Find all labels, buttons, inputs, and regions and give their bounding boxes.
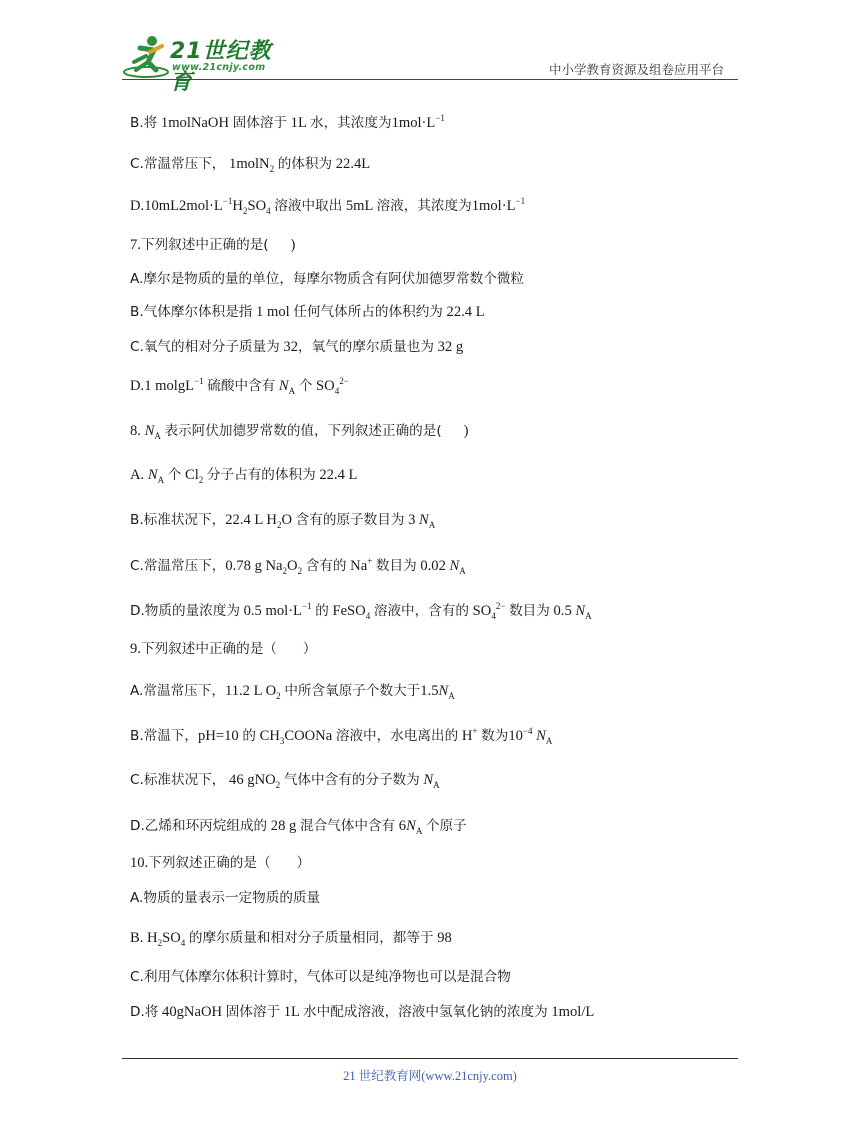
header-tagline: 中小学教育资源及组卷应用平台 xyxy=(548,62,724,77)
runner-logo-icon xyxy=(122,32,174,80)
question-7-option-b: B.气体摩尔体积是指 1 mol 任何气体所占的体积约为 22.4 L xyxy=(130,304,485,320)
question-9-option-d: D.乙烯和环丙烷组成的 28 g 混合气体中含有 $6N_A$ 个原子 xyxy=(130,818,467,836)
question-9-option-b: B.常温下，pH=10 的 $CH_3COONa$ 溶液中，水电离出的 H+ 数为$10^{-4}$ $N_A$ xyxy=(130,726,553,746)
logo xyxy=(122,32,292,95)
footer-link[interactable]: 21 世纪教育网(www.21cnjy.com) xyxy=(343,1069,517,1083)
question-7-option-c: C.氧气的相对分子质量为 32，氧气的摩尔质量也为 32 g xyxy=(130,339,464,355)
question-6-option-b: B.将 1molNaOH 固体溶于 1L 水，其浓度为$1mol\cdot L^{-1}$ xyxy=(130,113,445,131)
question-6-option-d: $D.10mL2mol\cdot L^{-1}H_2SO_4$ 溶液中取出 5mL 溶液，其浓度为$1mol\cdot L^{-1}$ xyxy=(130,196,526,216)
question-10-option-a: A.物质的量表示一定物质的质量 xyxy=(130,890,321,906)
question-10-stem: 10.下列叙述正确的是（ ） xyxy=(130,855,311,871)
page-header xyxy=(0,0,860,95)
question-7-option-d: D.1 molgL$^{-1}$ 硫酸中含有 $N_A$ 个 $SO_4^{2-}$ xyxy=(130,376,349,396)
footer-divider xyxy=(122,1058,738,1059)
question-7-option-a: A.摩尔是物质的量的单位，每摩尔物质含有阿伏加德罗常数个微粒 xyxy=(130,271,525,287)
question-8-option-d: D.物质的量浓度为 0.5 $mol\cdot L^{-1}$ 的 FeSO$_4$ 溶液中，含有的 $SO_4^{2-}$ 数目为 0.5 $N_A$ xyxy=(130,601,592,621)
question-8-option-b: B.标准状况下，22.4 L $H_2O$ 含有的原子数目为 3 $N_A$ xyxy=(130,512,436,530)
header-divider xyxy=(122,79,738,80)
question-8-option-c: C.常温常压下，0.78 g $Na_2O_2$ 含有的 Na+ 数目为 0.02 $N_A$ xyxy=(130,556,466,576)
question-7-stem: 7.下列叙述中正确的是( ) xyxy=(130,237,296,253)
question-9-stem: 9.下列叙述中正确的是（ ） xyxy=(130,641,317,657)
logo-url: www.21cnjy.com xyxy=(172,62,266,73)
question-8-option-a: A. $N_A$ 个 $Cl_2$ 分子占有的体积为 22.4 L xyxy=(130,467,358,485)
question-9-option-c: C.标准状况下， 46 gNO$_2$ 气体中含有的分子数为 $N_A$ xyxy=(130,772,440,790)
question-6-option-c: C.常温常压下， 1molN$_2$ 的体积为 22.4L xyxy=(130,156,371,174)
question-9-option-a: A.常温常压下，11.2 L $O_2$ 中所含氧原子个数大于$1.5N_A$ xyxy=(130,683,455,701)
question-10-option-b: B. $H_2SO_4$ 的摩尔质量和相对分子质量相同，都等于 98 xyxy=(130,930,452,948)
question-10-option-d: D.将 40gNaOH 固体溶于 1L 水中配成溶液，溶液中氢氧化钠的浓度为 1mol/L xyxy=(130,1004,595,1020)
question-8-stem: 8. $N_A$ 表示阿伏加德罗常数的值，下列叙述正确的是( ) xyxy=(130,423,469,441)
logo-text: 21世纪教育 xyxy=(170,39,272,95)
question-10-option-c: C.利用气体摩尔体积计算时，气体可以是纯净物也可以是混合物 xyxy=(130,969,511,985)
